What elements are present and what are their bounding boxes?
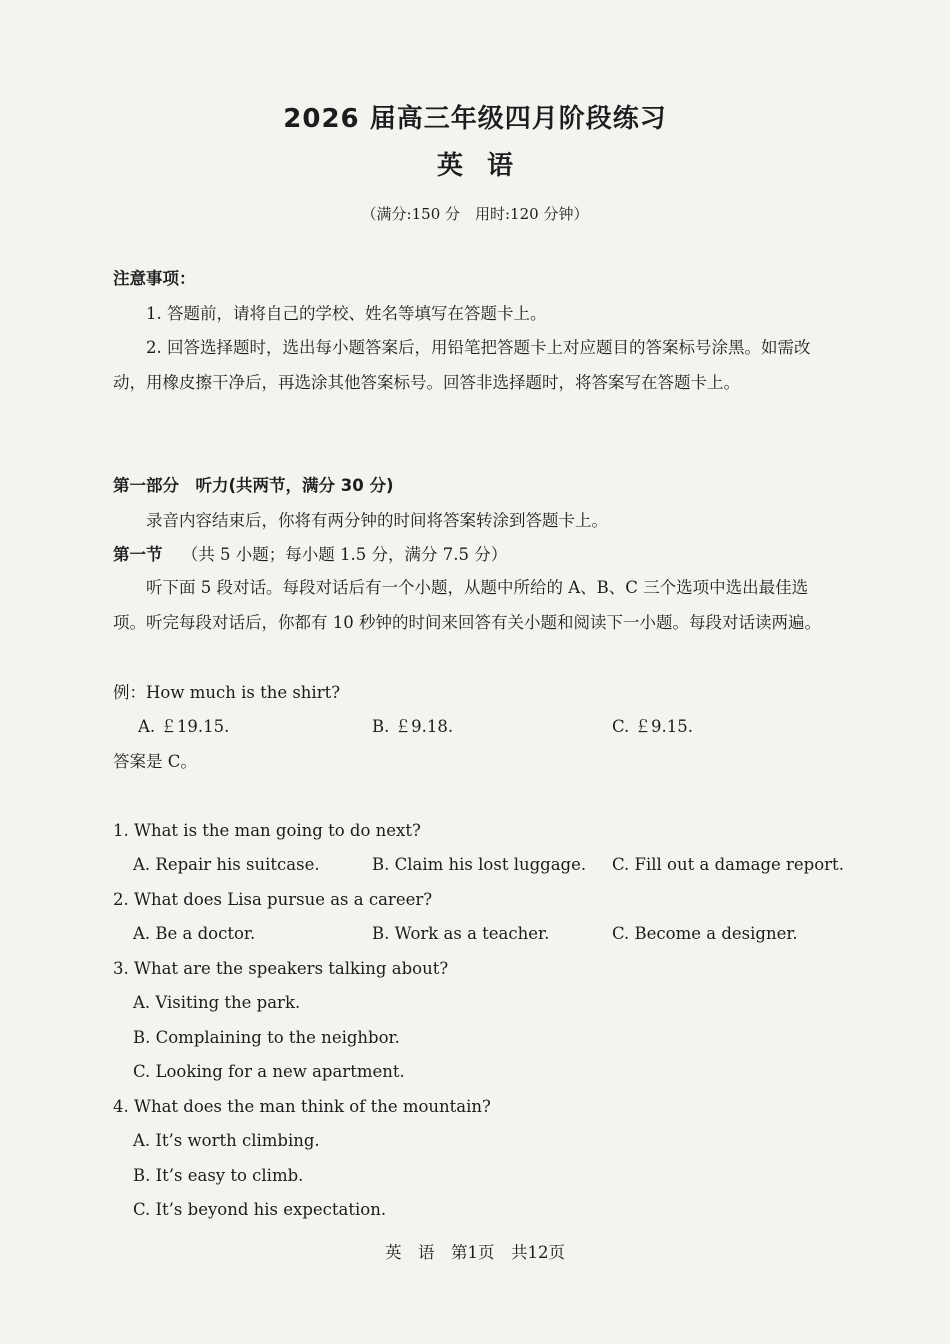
question-3-option-a: A. Visiting the park.	[133, 993, 301, 1012]
exam-meta: （满分:150 分 用时:120 分钟）	[361, 205, 589, 223]
question-2-stem: 2. What does Lisa pursue as a career?	[113, 890, 433, 909]
page-footer: 英 语 第1页 共12页	[385, 1243, 565, 1262]
section1-heading: 第一节	[113, 545, 163, 564]
question-1-option-b: B. Claim his lost luggage.	[372, 855, 587, 874]
question-3-option-b: B. Complaining to the neighbor.	[133, 1028, 400, 1047]
question-4-option-c: C. It’s beyond his expectation.	[133, 1200, 387, 1219]
exam-title: 2026 届高三年级四月阶段练习	[283, 104, 667, 134]
question-1-stem: 1. What is the man going to do next?	[113, 821, 421, 840]
example-option-b: B. ￡9.18.	[372, 717, 454, 736]
example-question: 例：How much is the shirt?	[113, 683, 341, 702]
notice-item-2: 2. 回答选择题时，选出每小题答案后，用铅笔把答题卡上对应题目的答案标号涂黑。如需改动，用橡皮擦干净后，再选涂其他答案标号。回答非选择题时，将答案写在答题卡上。	[113, 338, 811, 392]
question-1-option-c: C. Fill out a damage report.	[612, 855, 844, 874]
example-option-a: A. ￡19.15.	[138, 717, 230, 736]
question-3-stem: 3. What are the speakers talking about?	[113, 959, 449, 978]
question-4-stem: 4. What does the man think of the mountain?	[113, 1097, 491, 1116]
notice-item-1: 1. 答题前，请将自己的学校、姓名等填写在答题卡上。	[146, 304, 547, 323]
example-answer: 答案是 C。	[113, 752, 197, 771]
part1-intro: 录音内容结束后，你将有两分钟的时间将答案转涂到答题卡上。	[146, 511, 608, 530]
notice-heading: 注意事项：	[113, 269, 196, 288]
example-option-c: C. ￡9.15.	[612, 717, 694, 736]
section1-line	[113, 544, 507, 566]
subject-title: 英语	[436, 151, 537, 181]
question-4-option-a: A. It’s worth climbing.	[133, 1131, 320, 1150]
question-2-option-a: A. Be a doctor.	[133, 924, 256, 943]
section1-info: （共 5 小题；每小题 1.5 分，满分 7.5 分）	[181, 545, 508, 564]
question-1-option-a: A. Repair his suitcase.	[133, 855, 320, 874]
question-3-option-c: C. Looking for a new apartment.	[133, 1062, 405, 1081]
question-4-option-b: B. It’s easy to climb.	[133, 1166, 304, 1185]
question-2-option-b: B. Work as a teacher.	[372, 924, 550, 943]
question-2-option-c: C. Become a designer.	[612, 924, 798, 943]
part1-heading: 第一部分 听力(共两节，满分 30 分)	[113, 476, 394, 495]
section1-instructions: 听下面 5 段对话。每段对话后有一个小题，从题中所给的 A、B、C 三个选项中选出最佳选项。听完每段对话后，你都有 10 秒钟的时间来回答有关小题和阅读下一小题。每段对话读两遍。	[113, 578, 821, 632]
